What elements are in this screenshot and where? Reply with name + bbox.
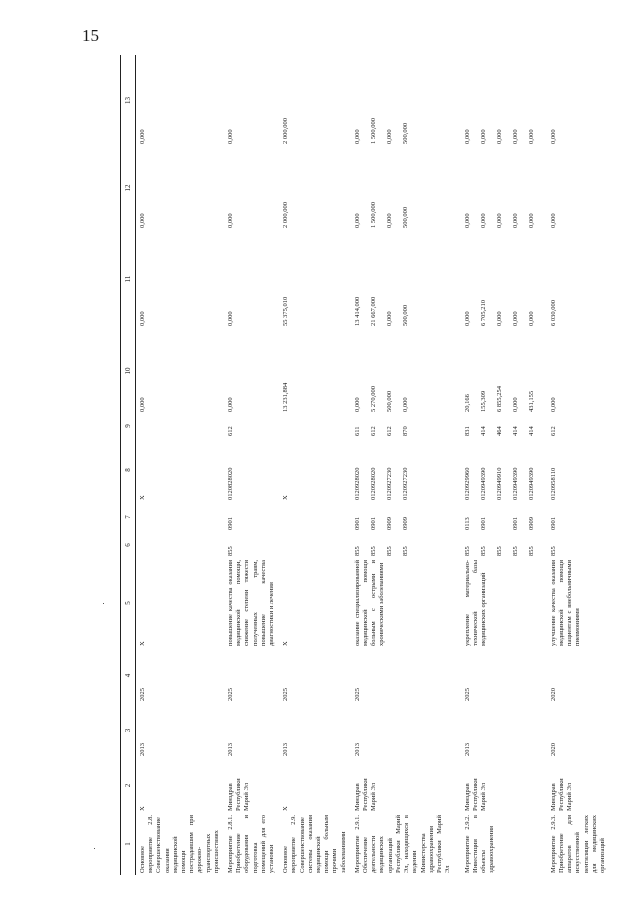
row-result: улучшение качества оказания медицинской помощи пациентам с внебольничными пневмониями bbox=[549, 560, 582, 646]
rotated-table-page bbox=[120, 55, 625, 875]
table-cell-value: 55 375,010 bbox=[282, 296, 290, 326]
table-cell-value bbox=[282, 534, 298, 556]
row-rzpr bbox=[547, 502, 611, 532]
row-csr bbox=[136, 438, 225, 502]
row-grbs bbox=[351, 532, 461, 558]
table-cell-value: 0,000 bbox=[511, 213, 519, 228]
row-value-2013 bbox=[547, 328, 611, 414]
table-cell-value: 431,155 bbox=[527, 390, 535, 412]
table-cell-value: 0,000 bbox=[139, 129, 146, 144]
budget-table bbox=[120, 55, 611, 875]
row-executor: Минздрав Республики Марий Эл bbox=[227, 778, 251, 811]
table-cell-value: Х bbox=[139, 495, 146, 500]
row-result: Х bbox=[282, 641, 290, 646]
table-cell-value: 855 bbox=[495, 546, 503, 556]
row-csr bbox=[224, 438, 279, 502]
table-cell-value: 855 bbox=[401, 546, 409, 556]
table-cell-value: 855 bbox=[227, 546, 235, 556]
column-header: 4 bbox=[121, 648, 136, 703]
row-end: 2020 bbox=[549, 688, 557, 701]
table-cell-value: 6 855,254 bbox=[495, 386, 503, 412]
row-value-2016 bbox=[279, 55, 351, 146]
table-cell-value: 155,309 bbox=[479, 390, 487, 412]
row-start: 2013 bbox=[139, 743, 146, 756]
row-value-2013 bbox=[136, 328, 225, 414]
row-value-2016 bbox=[547, 55, 611, 146]
table-cell-value: 0,000 bbox=[139, 397, 146, 412]
row-value-2013 bbox=[279, 328, 351, 414]
table-cell-value: 0120928020 bbox=[353, 467, 361, 500]
row-value-2013 bbox=[461, 328, 547, 414]
row-start: 2020 bbox=[549, 743, 557, 756]
table-cell-value: 855 bbox=[527, 546, 535, 556]
table-cell-value: 0909 bbox=[527, 517, 535, 530]
table-cell-value: 0901 bbox=[479, 517, 487, 530]
table-cell-value: 0120929960 bbox=[463, 467, 471, 500]
row-value-2015 bbox=[547, 146, 611, 230]
table-cell-value: 0,000 bbox=[227, 213, 235, 228]
row-value-2015 bbox=[224, 146, 279, 230]
row-value-2014 bbox=[351, 230, 461, 328]
table-cell-value: 0,000 bbox=[527, 311, 535, 326]
row-vr bbox=[351, 414, 461, 438]
table-cell-value: 13 414,000 bbox=[353, 296, 361, 326]
row-executor: Минздрав Республики Марий Эл bbox=[353, 778, 378, 811]
table-cell-value: 0120949390 bbox=[527, 467, 535, 500]
table-cell-value: Х bbox=[282, 495, 290, 500]
row-value-2014 bbox=[279, 230, 351, 328]
table-cell-value: 414 bbox=[527, 426, 535, 436]
row-value-2016 bbox=[461, 55, 547, 146]
column-header: 5 bbox=[121, 558, 136, 648]
row-end: 2025 bbox=[353, 688, 361, 701]
scan-speck bbox=[103, 603, 104, 604]
row-grbs bbox=[224, 532, 279, 558]
column-header: 2 bbox=[121, 758, 136, 813]
table-cell-value: 2 000,000 bbox=[282, 118, 290, 144]
table-cell-value: 0901 bbox=[227, 517, 235, 530]
table-cell-value: 20,166 bbox=[463, 394, 471, 412]
table-cell-value: 0,000 bbox=[463, 311, 471, 326]
table-cell-value: 611 bbox=[353, 426, 361, 436]
table-cell-value: 0901 bbox=[511, 517, 519, 530]
row-value-2016 bbox=[351, 55, 461, 146]
table-cell-value: 612 bbox=[369, 426, 377, 436]
table-cell-value: 0120949390 bbox=[479, 467, 487, 500]
row-grbs bbox=[136, 532, 225, 558]
row-end: 2025 bbox=[139, 688, 146, 701]
row-value-2015 bbox=[279, 146, 351, 230]
table-cell-value: 855 bbox=[511, 546, 519, 556]
table-cell-value: 0,000 bbox=[479, 129, 487, 144]
row-result: укрепление материально-технической базы медицинских организаций bbox=[463, 560, 488, 646]
table-cell-value: 1 500,000 bbox=[369, 202, 377, 228]
table-cell-value: 500,000 bbox=[401, 304, 409, 326]
row-rzpr bbox=[279, 502, 351, 532]
table-cell-value: 0,000 bbox=[511, 311, 519, 326]
table-cell-value: 855 bbox=[353, 546, 361, 556]
table-cell-value: 0,000 bbox=[385, 129, 393, 144]
table-cell-value: 831 bbox=[463, 426, 471, 436]
row-csr bbox=[279, 438, 351, 502]
row-start: 2013 bbox=[227, 743, 235, 756]
table-cell-value bbox=[139, 534, 155, 556]
row-end: 2025 bbox=[282, 688, 290, 701]
table-cell-value: 21 667,000 bbox=[369, 296, 377, 326]
table-cell-value: 0,000 bbox=[385, 213, 393, 228]
table-cell-value: 0120949910 bbox=[495, 467, 503, 500]
table-cell-value: 0,000 bbox=[227, 397, 235, 412]
table-cell-value bbox=[139, 504, 155, 530]
row-start: 2013 bbox=[282, 743, 290, 756]
table-cell-value: 0909 bbox=[385, 517, 393, 530]
table-cell-value: 612 bbox=[227, 426, 235, 436]
row-vr bbox=[461, 414, 547, 438]
row-name: Основное мероприятие 2.9. Совершенствование системы оказания медицинской помощи больным прочими заболеваниями bbox=[282, 815, 347, 873]
row-value-2016 bbox=[224, 55, 279, 146]
table-row bbox=[279, 55, 351, 875]
row-csr bbox=[461, 438, 547, 502]
table-cell-value: 0,000 bbox=[479, 213, 487, 228]
table-cell-value: 0,000 bbox=[495, 311, 503, 326]
table-cell-value: 0120927230 bbox=[401, 467, 409, 500]
row-value-2013 bbox=[224, 328, 279, 414]
row-value-2015 bbox=[136, 146, 225, 230]
table-cell-value: 414 bbox=[479, 426, 487, 436]
table-cell-value: 414 bbox=[511, 426, 519, 436]
row-result: Х bbox=[139, 641, 146, 646]
table-header-row bbox=[121, 55, 136, 875]
column-header: 7 bbox=[121, 502, 136, 532]
page-number: 15 bbox=[82, 26, 99, 45]
table-cell-value: 0,000 bbox=[353, 129, 361, 144]
row-name: Мероприятие 2.8.1. Приобретение оборудования и подготовка помещений для его установки bbox=[227, 815, 276, 873]
table-cell-value bbox=[282, 416, 298, 436]
row-start: 2013 bbox=[463, 743, 471, 756]
table-cell-value: 0,000 bbox=[353, 213, 361, 228]
row-name: Мероприятие 2.9.2. Инвестиции в объекты здравоохранения bbox=[463, 815, 496, 873]
row-csr bbox=[351, 438, 461, 502]
table-cell-value: 612 bbox=[385, 426, 393, 436]
row-rzpr bbox=[351, 502, 461, 532]
table-cell-value: 0,000 bbox=[495, 129, 503, 144]
row-value-2014 bbox=[547, 230, 611, 328]
row-value-2014 bbox=[136, 230, 225, 328]
row-vr bbox=[136, 414, 225, 438]
table-cell-value: 0120927230 bbox=[385, 467, 393, 500]
row-executor: Минздрав Республики Марий Эл bbox=[463, 778, 488, 811]
table-cell-value: 0,000 bbox=[139, 213, 146, 228]
row-value-2013 bbox=[351, 328, 461, 414]
table-cell-value: 0,000 bbox=[495, 213, 503, 228]
table-cell-value: 0,000 bbox=[549, 213, 557, 228]
row-name: Мероприятие 2.9.1. Обеспечение деятельности медицинских организаций Республики Марий Эл, находящихся в ведении Министерства здравоохранения Республики Марий Эл bbox=[353, 815, 452, 873]
column-header: 9 bbox=[121, 414, 136, 438]
table-cell-value: 0,000 bbox=[527, 213, 535, 228]
row-rzpr bbox=[461, 502, 547, 532]
row-name: Мероприятие 2.9.3. Приобретение аппаратов для искусственной вентиляции легких для медицинских организаций bbox=[549, 815, 607, 873]
table-cell-value: 870 bbox=[401, 426, 409, 436]
table-cell-value: 6 705,210 bbox=[479, 300, 487, 326]
table-cell-value: 0901 bbox=[549, 517, 557, 530]
table-cell-value: 5 270,000 bbox=[369, 386, 377, 412]
table-cell-value bbox=[139, 416, 155, 436]
row-executor: Минздрав Республики Марий Эл bbox=[549, 778, 574, 811]
table-cell-value bbox=[282, 504, 298, 530]
table-cell-value bbox=[496, 504, 512, 530]
row-end: 2025 bbox=[463, 688, 471, 701]
table-row bbox=[461, 55, 547, 875]
table-cell-value: 0,000 bbox=[385, 311, 393, 326]
row-value-2015 bbox=[461, 146, 547, 230]
column-header: 12 bbox=[121, 146, 136, 230]
table-cell-value: 0,000 bbox=[227, 311, 235, 326]
table-cell-value: 0,000 bbox=[511, 397, 519, 412]
table-cell-value: 13 231,884 bbox=[282, 382, 290, 412]
column-header: 3 bbox=[121, 703, 136, 758]
row-csr bbox=[547, 438, 611, 502]
row-result: повышение качества оказания медицинской помощи, снижение степени тяжести полученных травм, повышение качества диагностики и лечения bbox=[227, 560, 276, 646]
table-cell-value: 0,000 bbox=[353, 397, 361, 412]
row-value-2015 bbox=[351, 146, 461, 230]
table-cell-value: 0,000 bbox=[511, 129, 519, 144]
table-cell-value: 0,000 bbox=[401, 397, 409, 412]
row-grbs bbox=[461, 532, 547, 558]
table-cell-value: 6 030,000 bbox=[549, 300, 557, 326]
row-start: 2013 bbox=[353, 743, 361, 756]
table-row bbox=[136, 55, 225, 875]
column-header: 6 bbox=[121, 532, 136, 558]
table-cell-value: 0120958110 bbox=[549, 467, 557, 500]
table-row bbox=[351, 55, 461, 875]
table-cell-value: 1 500,000 bbox=[369, 118, 377, 144]
table-cell-value: 0120828020 bbox=[227, 467, 235, 500]
table-cell-value: 0120928020 bbox=[369, 467, 377, 500]
table-cell-value: 0,000 bbox=[227, 129, 235, 144]
row-rzpr bbox=[136, 502, 225, 532]
table-cell-value: 855 bbox=[385, 546, 393, 556]
table-cell-value: 0,000 bbox=[549, 129, 557, 144]
row-grbs bbox=[547, 532, 611, 558]
row-result: оказание специализированной медицинской помощи больным с острыми и хроническими заболеваниями bbox=[353, 560, 386, 646]
table-cell-value: 0120949390 bbox=[511, 467, 519, 500]
table-cell-value: 855 bbox=[479, 546, 487, 556]
table-cell-value: 0901 bbox=[353, 517, 361, 530]
table-cell-value: 0,000 bbox=[463, 213, 471, 228]
table-row bbox=[224, 55, 279, 875]
table-cell-value: 855 bbox=[549, 546, 557, 556]
column-header: 11 bbox=[121, 230, 136, 328]
table-cell-value: 0901 bbox=[369, 517, 377, 530]
row-value-2014 bbox=[461, 230, 547, 328]
table-cell-value: 855 bbox=[369, 546, 377, 556]
table-cell-value: 0113 bbox=[463, 517, 471, 530]
row-executor: Х bbox=[282, 806, 290, 811]
table-cell-value: 0909 bbox=[401, 517, 409, 530]
table-cell-value: 0,000 bbox=[527, 129, 535, 144]
table-cell-value: 612 bbox=[549, 426, 557, 436]
table-cell-value: 464 bbox=[495, 426, 503, 436]
column-header: 8 bbox=[121, 438, 136, 502]
row-end: 2025 bbox=[227, 688, 235, 701]
row-value-2016 bbox=[136, 55, 225, 146]
column-header: 13 bbox=[121, 55, 136, 146]
table-cell-value: 855 bbox=[463, 546, 471, 556]
scan-speck bbox=[94, 848, 95, 849]
row-value-2014 bbox=[224, 230, 279, 328]
table-cell-value: 2 000,000 bbox=[282, 202, 290, 228]
row-vr bbox=[224, 414, 279, 438]
table-cell-value: 500,000 bbox=[401, 122, 409, 144]
table-cell-value: 0,000 bbox=[139, 311, 146, 326]
table-cell-value: 0,000 bbox=[463, 129, 471, 144]
table-cell-value: 500,000 bbox=[401, 206, 409, 228]
row-vr bbox=[547, 414, 611, 438]
table-row bbox=[547, 55, 611, 875]
row-grbs bbox=[279, 532, 351, 558]
row-executor: Х bbox=[139, 806, 146, 811]
row-rzpr bbox=[224, 502, 279, 532]
row-name: Основное мероприятие 2.8. Совершенствование оказания медицинской помощи пострадавшим при дорожно-транспортных происшествиях bbox=[139, 815, 220, 873]
table-cell-value: 0,000 bbox=[549, 397, 557, 412]
column-header: 10 bbox=[121, 328, 136, 414]
column-header: 1 bbox=[121, 813, 136, 875]
table-cell-value: 500,000 bbox=[385, 390, 393, 412]
row-vr bbox=[279, 414, 351, 438]
